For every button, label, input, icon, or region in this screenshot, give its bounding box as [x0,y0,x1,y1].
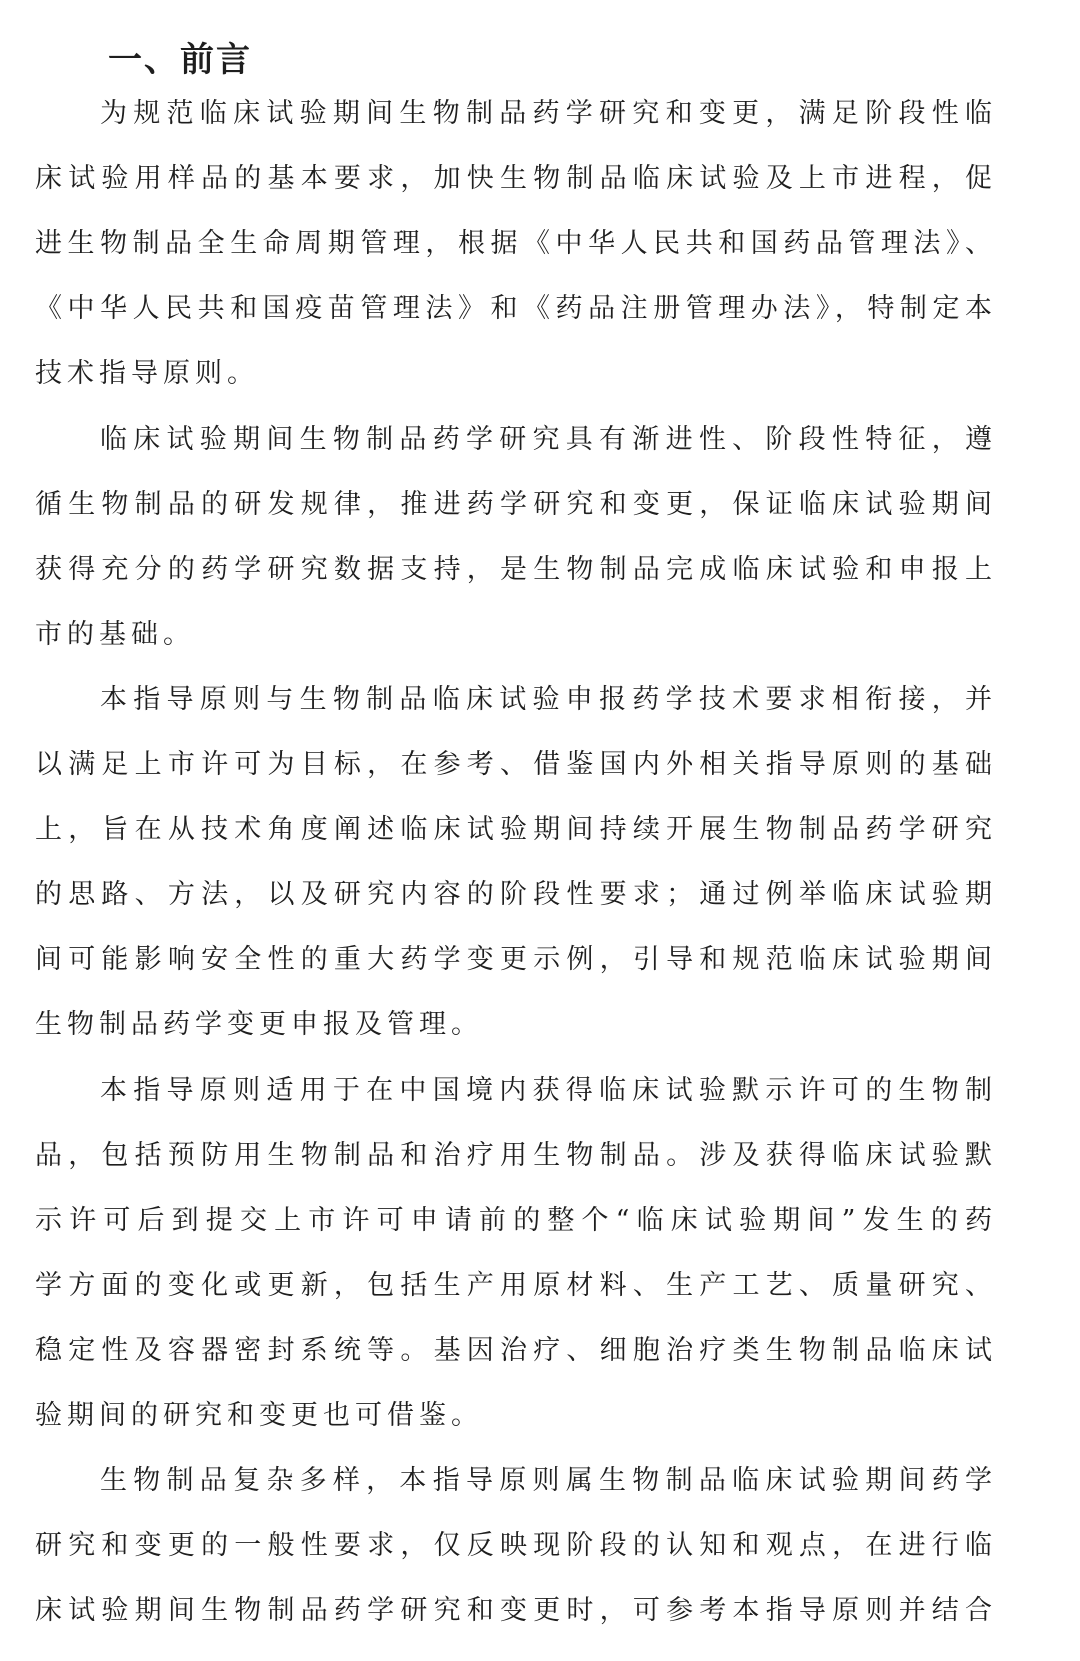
text-line: 的思路、方法，以及研究内容的阶段性要求；通过例举临床试验期 [35,879,997,911]
text-line: 学方面的变化或更新，包括生产用原材料、生产工艺、质量研究、 [35,1269,997,1301]
text-line: 稳定性及容器密封系统等。基因治疗、细胞治疗类生物制品临床试 [35,1334,997,1366]
text-line: 为规范临床试验期间生物制品药学研究和变更，满足阶段性临 [100,98,997,129]
section-heading: 一、前言 [108,40,252,80]
text-line: 床试验用样品的基本要求，加快生物制品临床试验及上市进程，促 [35,163,997,195]
text-line: 《中华人民共和国疫苗管理法》和《药品注册管理办法》，特制定本 [35,293,997,325]
text-line: 验期间的研究和变更也可借鉴。 [35,1400,483,1431]
text-line: 市的基础。 [35,618,195,650]
text-line: 以满足上市许可为目标，在参考、借鉴国内外相关指导原则的基础 [35,749,997,780]
text-line: 上，旨在从技术角度阐述临床试验期间持续开展生物制品药学研究 [35,814,997,846]
text-line: 床试验期间生物制品药学研究和变更时，可参考本指导原则并结合 [35,1595,997,1627]
text-line: 间可能影响安全性的重大药学变更示例，引导和规范临床试验期间 [35,944,997,976]
text-line: 本指导原则与生物制品临床试验申报药学技术要求相衔接，并 [100,683,997,715]
text-line: 生物制品药学变更申报及管理。 [35,1009,483,1041]
text-line: 本指导原则适用于在中国境内获得临床试验默示许可的生物制 [100,1074,997,1106]
text-line: 品，包括预防用生物制品和治疗用生物制品。涉及获得临床试验默 [35,1139,997,1171]
text-line: 循生物制品的研发规律，推进药学研究和变更，保证临床试验期间 [35,488,997,520]
text-line: 研究和变更的一般性要求，仅反映现阶段的认知和观点，在进行临 [35,1530,997,1562]
text-line: 临床试验期间生物制品药学研究具有渐进性、阶段性特征，遵 [100,423,997,455]
text-line: 示许可后到提交上市许可申请前的整个“临床试验期间”发生的药 [35,1204,997,1236]
text-line: 生物制品复杂多样，本指导原则属生物制品临床试验期间药学 [100,1465,997,1497]
text-line: 技术指导原则。 [35,358,259,390]
text-line: 进生物制品全生命周期管理，根据《中华人民共和国药品管理法》、 [35,228,997,260]
text-line: 获得充分的药学研究数据支持，是生物制品完成临床试验和申报上 [35,553,997,585]
